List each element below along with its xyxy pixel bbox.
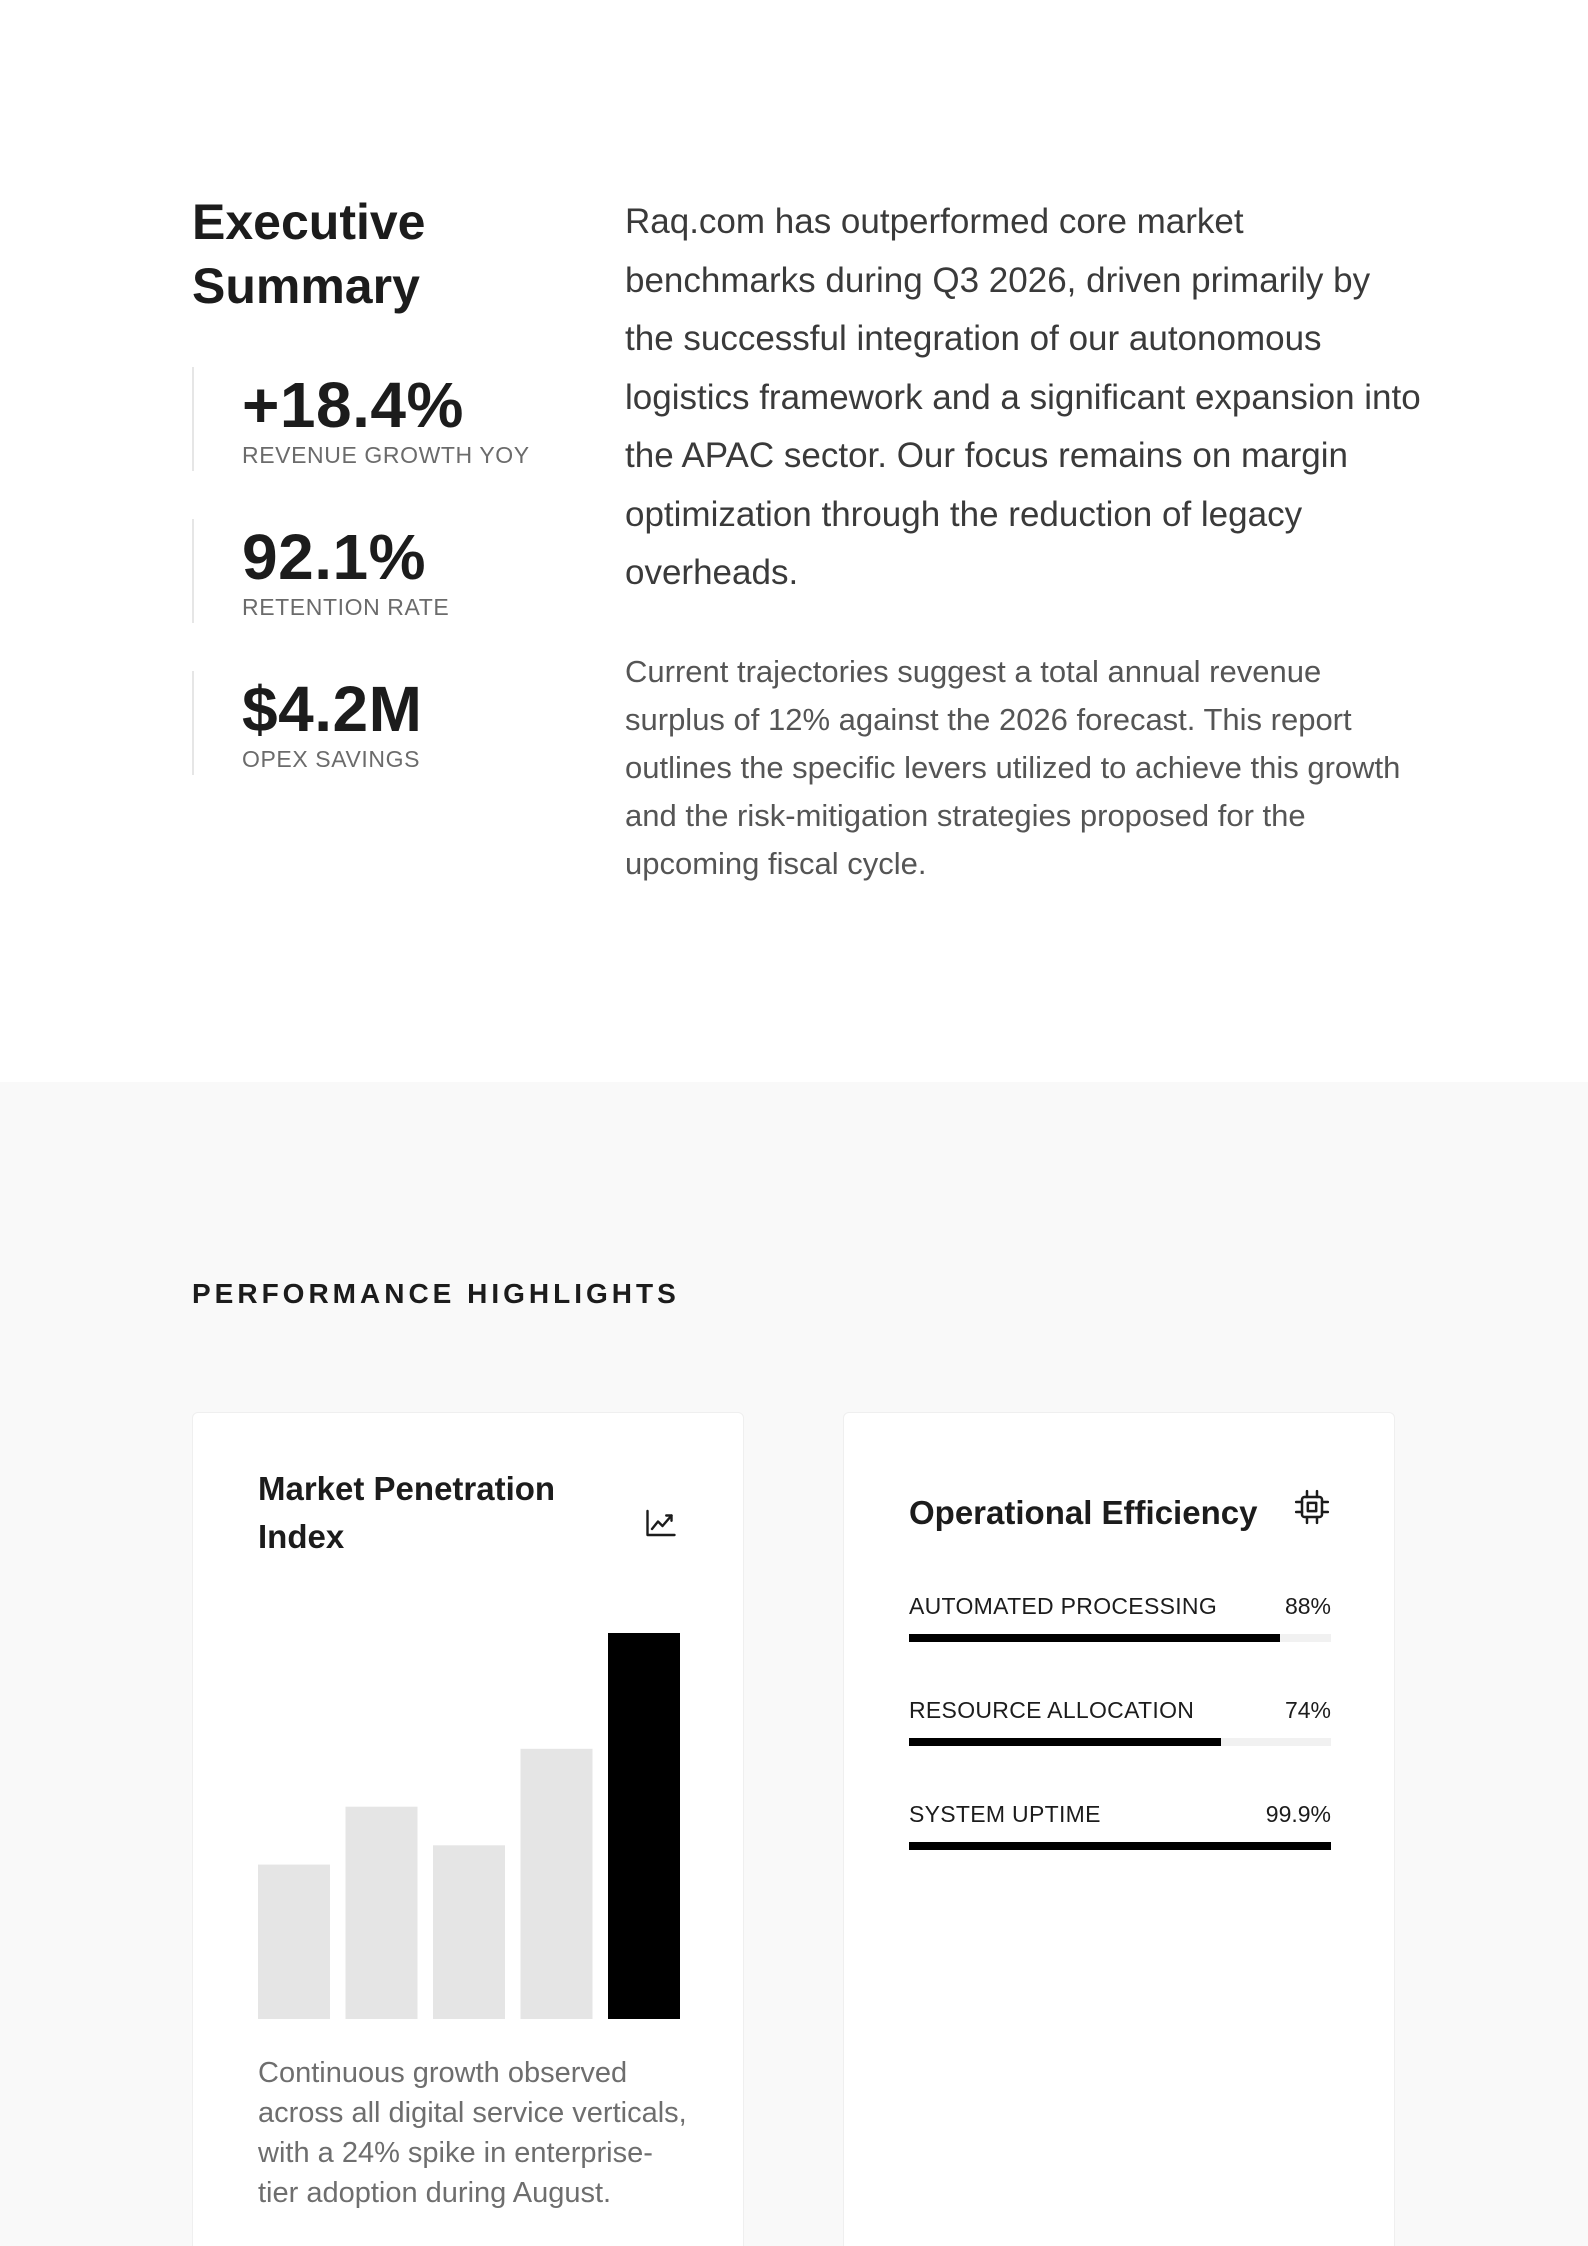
chart-bar bbox=[521, 1749, 593, 2019]
market-penetration-caption: Continuous growth observed across all digital service verticals, with a 24% spike in enterprise-tier adoption during August. bbox=[258, 2057, 687, 2209]
efficiency-progress-track bbox=[909, 1634, 1331, 1642]
market-penetration-chart bbox=[258, 1633, 680, 2019]
efficiency-row-resource-allocation bbox=[909, 1694, 1331, 1754]
executive-summary-title: Executive Summary bbox=[192, 194, 426, 314]
trend-up-icon bbox=[643, 1505, 679, 1541]
efficiency-progress-fill bbox=[909, 1842, 1331, 1850]
efficiency-progress-track bbox=[909, 1842, 1331, 1850]
efficiency-value: 99.9% bbox=[1265, 1801, 1331, 1827]
efficiency-label: RESOURCE ALLOCATION bbox=[909, 1697, 1195, 1723]
executive-summary-lead: Raq.com has outperformed core market benchmarks during Q3 2026, driven primarily by the successful integration of our autonomous logistics framework and a significant expansion into the APAC sector. Our focus remains on margin optimization through the reduction of legacy overheads. bbox=[625, 202, 1421, 592]
efficiency-value: 74% bbox=[1284, 1697, 1331, 1723]
metric-value: $4.2M bbox=[242, 673, 423, 745]
efficiency-label: AUTOMATED PROCESSING bbox=[909, 1593, 1218, 1619]
chart-bar bbox=[258, 1865, 330, 2019]
chart-bar bbox=[433, 1845, 505, 2019]
executive-summary-section bbox=[0, 0, 1588, 1082]
metric-label: REVENUE GROWTH YOY bbox=[242, 442, 530, 468]
operational-efficiency-card bbox=[843, 1412, 1395, 2246]
market-penetration-card bbox=[192, 1412, 744, 2246]
efficiency-label: SYSTEM UPTIME bbox=[909, 1801, 1101, 1827]
performance-highlights-section bbox=[0, 1082, 1588, 2246]
chart-bar bbox=[608, 1633, 680, 2019]
metric-label: OPEX SAVINGS bbox=[242, 746, 421, 772]
efficiency-progress-fill bbox=[909, 1738, 1221, 1746]
metric-value: 92.1% bbox=[242, 521, 426, 593]
operational-efficiency-title: Operational Efficiency bbox=[909, 1494, 1258, 1531]
efficiency-row-automated-processing bbox=[909, 1590, 1331, 1650]
efficiency-progress-fill bbox=[909, 1634, 1280, 1642]
metric-retention-rate bbox=[192, 519, 552, 623]
metric-revenue-growth bbox=[192, 367, 552, 471]
metric-opex-savings bbox=[192, 671, 552, 775]
efficiency-row-system-uptime bbox=[909, 1798, 1331, 1858]
metric-label: RETENTION RATE bbox=[242, 594, 450, 620]
efficiency-progress-track bbox=[909, 1738, 1331, 1746]
metric-value: +18.4% bbox=[242, 369, 464, 441]
efficiency-value: 88% bbox=[1284, 1593, 1331, 1619]
performance-highlights-heading: PERFORMANCE HIGHLIGHTS bbox=[192, 1278, 680, 1309]
chart-bar bbox=[346, 1807, 418, 2019]
executive-summary-body: Current trajectories suggest a total annual revenue surplus of 12% against the 2026 forecast. This report outlines the specific levers utilized to achieve this growth and the risk-mitigation strategies proposed for the upcoming fiscal cycle. bbox=[625, 654, 1401, 881]
cpu-icon bbox=[1292, 1487, 1332, 1527]
market-penetration-title: Market Penetration Index bbox=[258, 1470, 556, 1555]
